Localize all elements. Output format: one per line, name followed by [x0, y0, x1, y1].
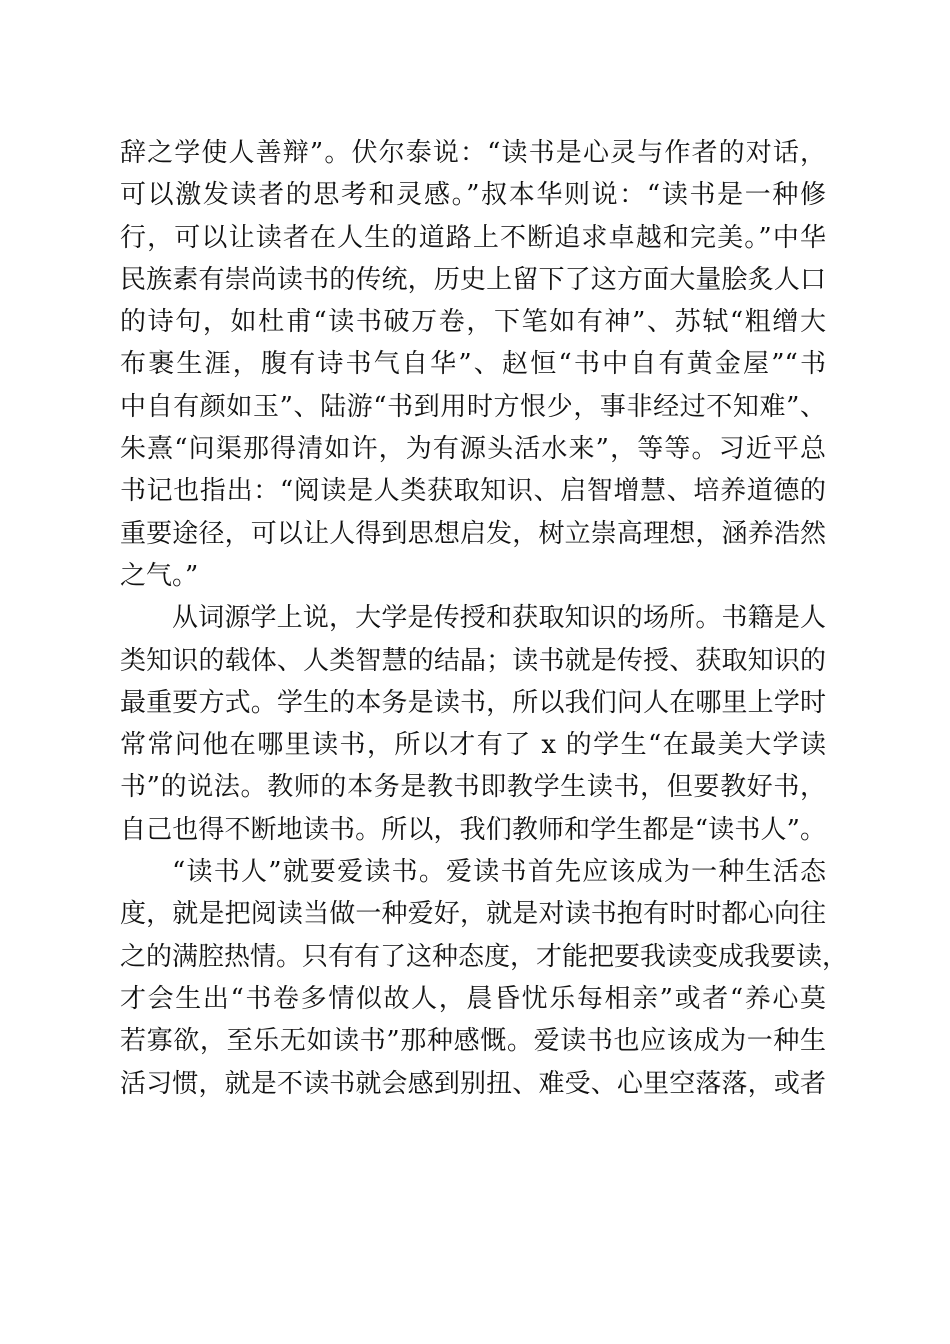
text-line: 可以激发读者的思考和灵感。”叔本华则说：“读书是一种修 [120, 180, 826, 211]
text-line: 民族素有崇尚读书的传统，历史上留下了这方面大量脍炙人口 [120, 264, 826, 295]
text-line: 活习惯，就是不读书就会感到别扭、难受、心里空落落，或者 [120, 1068, 826, 1099]
paragraph-2 [120, 597, 826, 851]
text-line: 类知识的载体、人类智慧的结晶；读书就是传授、获取知识的 [120, 645, 826, 676]
text-line: 书”的说法。教师的本务是教书即教学生读书，但要教好书， [120, 772, 826, 803]
text-line: 最重要方式。学生的本务是读书，所以我们问人在哪里上学时 [120, 687, 826, 718]
text-line: 重要途径，可以让人得到思想启发，树立崇高理想，涵养浩然 [120, 518, 826, 549]
text-line: 中自有颜如玉”、陆游“书到用时方恨少，事非经过不知难”、 [120, 391, 826, 422]
text-line: 从词源学上说，大学是传授和获取知识的场所。书籍是人 [172, 603, 826, 634]
text-line: 行，可以让读者在人生的道路上不断追求卓越和完美。”中华 [120, 222, 826, 253]
text-line: 度，就是把阅读当做一种爱好，就是对读书抱有时时都心向往 [120, 899, 826, 930]
text-line: 才会生出“书卷多情似故人，晨昏忧乐每相亲”或者“养心莫 [120, 983, 826, 1014]
body-text [120, 132, 849, 1105]
text-line: 布裹生涯，腹有诗书气自华”、赵恒“书中自有黄金屋”“书 [120, 349, 826, 380]
text-line: 之的满腔热情。只有有了这种态度，才能把要我读变成我要读， [120, 941, 849, 972]
text-line: 的诗句，如杜甫“读书破万卷，下笔如有神”、苏轼“粗缯大 [120, 307, 826, 338]
text-line: 之气。” [120, 560, 199, 591]
text-line: 若寡欲，至乐无如读书”那种感慨。爱读书也应该成为一种生 [120, 1026, 826, 1057]
text-line: 朱熹“问渠那得清如许，为有源头活水来”，等等。习近平总 [120, 434, 826, 465]
text-line: 书记也指出：“阅读是人类获取知识、启智增慧、培养道德的 [120, 476, 826, 507]
text-line: 辞之学使人善辩”。伏尔泰说：“读书是心灵与作者的对话， [120, 138, 826, 168]
paragraph-3 [120, 851, 849, 1105]
text-line: 自己也得不断地读书。所以，我们教师和学生都是“读书人”。 [120, 814, 826, 845]
paragraph-1 [120, 132, 826, 597]
text-line: “读书人”就要爱读书。爱读书首先应该成为一种生活态 [172, 857, 826, 888]
text-line: 常常问他在哪里读书，所以才有了 x 的学生“在最美大学读 [120, 730, 826, 761]
